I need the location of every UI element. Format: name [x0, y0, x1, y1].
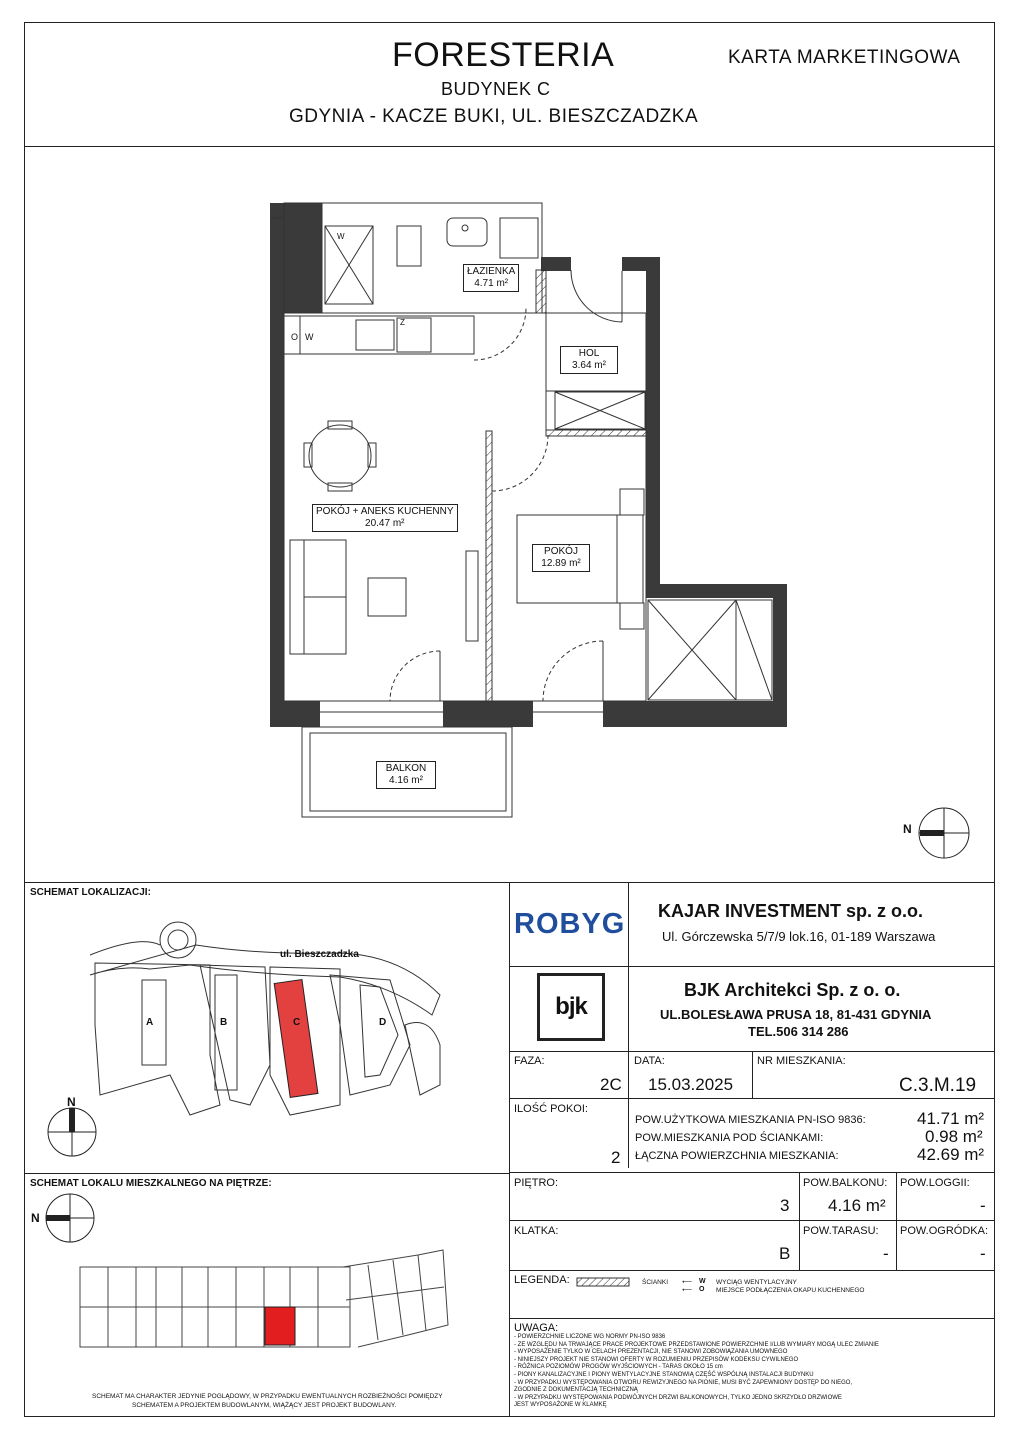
vent-mark-w-bath: W — [337, 232, 345, 241]
faza-divider — [509, 1098, 995, 1099]
architect-name: BJK Architekci Sp. z o. o. — [684, 980, 901, 1000]
room-label-balcony — [376, 761, 436, 789]
pietro-value: 3 — [780, 1196, 790, 1215]
architect-address: UL.BOLESŁAWA PRUSA 18, 81-431 GDYNIA — [660, 1007, 932, 1022]
floor-scheme-map — [78, 1245, 478, 1355]
klatka-value: B — [779, 1244, 791, 1263]
vent-mark-w: W — [305, 332, 314, 342]
floor-scheme-title: SCHEMAT LOKALU MIESZKALNEGO NA PIĘTRZE: — [30, 1178, 272, 1189]
room-name: POKÓJ — [544, 546, 578, 557]
pietro-row-divider — [509, 1220, 995, 1221]
area-divider — [509, 1172, 995, 1173]
architect-phone: TEL.506 314 286 — [748, 1024, 849, 1039]
faza-value: 2C — [600, 1075, 622, 1094]
faza-label: FAZA: — [514, 1055, 545, 1067]
note-line: - POWIERZCHNIE LICZONE WG NORMY PN-ISO 9836 — [514, 1334, 666, 1340]
room-name: POKÓJ + ANEKS KUCHENNY — [316, 506, 454, 517]
room-area: 20.47 m² — [365, 518, 405, 529]
room-area: 4.16 m² — [389, 775, 423, 786]
nr-value: C.3.M.19 — [899, 1075, 977, 1096]
notes-title: UWAGA: — [514, 1322, 559, 1334]
ogrodek-label: POW.OGRÓDKA: — [900, 1225, 989, 1237]
location-north-arrow-icon — [44, 1106, 104, 1166]
location-map — [60, 905, 460, 1135]
vent-mark-o: O — [291, 332, 299, 342]
notes-list — [514, 1334, 984, 1410]
left-panel-divider — [24, 1173, 510, 1174]
floor-north-arrow-icon — [44, 1192, 104, 1252]
balkon-value: 4.16 m² — [828, 1196, 886, 1215]
plan-north-label: N — [903, 822, 912, 836]
loggia-label: POW.LOGGII: — [900, 1177, 970, 1189]
building-name: BUDYNEK C — [441, 79, 551, 99]
klatka-row-divider — [509, 1270, 995, 1271]
area-row-3-value: 42.69 m² — [917, 1145, 985, 1164]
room-label-living — [312, 504, 458, 532]
room-area: 4.71 m² — [474, 278, 509, 289]
bjk-logo-icon — [537, 973, 605, 1041]
card-type: KARTA MARKETINGOWA — [728, 47, 961, 68]
building-label-c: C — [293, 1017, 301, 1028]
area-row-1-value: 41.71 m² — [917, 1109, 985, 1128]
note-line: - NINIEJSZY PROJEKT NIE STANOWI OFERTY W ROZUMIENIU PRZEPISÓW KODEKSU CYWILNEGO — [514, 1356, 799, 1363]
building-label-b: B — [220, 1017, 228, 1028]
date-divider — [752, 1051, 753, 1098]
legend-title: LEGENDA: — [514, 1274, 570, 1286]
note-line: - PIONY KANALIZACYJNE I PIONY WENTYLACYJNE STANOWIĄ CZĘŚĆ WSPÓLNĄ INSTALACJI BUDYNKU — [514, 1371, 814, 1378]
building-label-a: A — [146, 1017, 154, 1028]
investor-name: KAJAR INVESTMENT sp. z o.o. — [658, 901, 924, 921]
pokoje-value: 2 — [611, 1148, 621, 1167]
vent-mark-z: Z — [400, 318, 405, 327]
room-area: 3.64 m² — [572, 360, 606, 371]
data-label: DATA: — [634, 1055, 665, 1067]
legend-walls: ŚCIANKI — [642, 1279, 669, 1286]
note-line: - WYPOSAŻENIE TYLKO W CELACH PREZENTACJI, NIE STANOWI ZOBOWIĄZANIA UMOWNEGO — [514, 1349, 788, 1356]
investor-address: Ul. Górczewska 5/7/9 lok.16, 01-189 Warszawa — [662, 929, 936, 944]
area-row-1-label: POW.UŻYTKOWA MIESZKANIA PN-ISO 9836: — [635, 1114, 866, 1126]
taras-value: - — [883, 1244, 889, 1263]
pietro-divider — [799, 1172, 800, 1270]
location-north-label: N — [67, 1095, 76, 1109]
legend-w-mark: W — [699, 1278, 706, 1285]
floor-north-label: N — [31, 1211, 40, 1225]
location-street: ul. Bieszczadzka — [280, 949, 359, 960]
loggia-value: - — [980, 1196, 986, 1215]
data-value: 15.03.2025 — [648, 1075, 734, 1094]
legend-divider — [509, 1318, 995, 1319]
room-label-bathroom — [463, 264, 519, 292]
area-row-2-value: 0.98 m² — [925, 1127, 983, 1146]
room-label-hall — [560, 346, 618, 374]
balkon-divider — [896, 1172, 897, 1270]
location-title: SCHEMAT LOKALIZACJI: — [30, 887, 151, 898]
north-arrow-icon — [914, 804, 974, 864]
note-line: - ZE WZGLĘDU NA TRWAJĄCE PRACE PROJEKTOWE PRZEDSTAWIONE POWIERZCHNIE I/LUB WYMIARY MOGĄ ULEC ZMIANIE — [514, 1341, 879, 1348]
nr-label: NR MIESZKANIA: — [757, 1055, 846, 1067]
bottom-vertical-divider — [509, 882, 510, 1417]
building-label-d: D — [379, 1017, 387, 1028]
note-line: - W PRZYPADKU WYSTĘPOWANIA PODWÓJNYCH DRZWI BALKONOWYCH, TYLKO JEDNO SKRZYDŁO DRZWIOWE — [514, 1394, 842, 1401]
robyg-logo: ROBYG — [514, 908, 626, 940]
logo-column-divider — [628, 882, 629, 1168]
ogrodek-value: - — [980, 1244, 986, 1263]
disclaimer-line-2: SCHEMATEM A PROJEKTEM BUDOWLANYM, WIĄŻĄCY JEST PROJEKT BUDOWLANY. — [132, 1402, 397, 1409]
room-name: BALKON — [385, 763, 427, 774]
vent-arrow-icon: ⟵ — [682, 1279, 693, 1286]
hood-arrow-icon: ⟵ — [682, 1287, 693, 1294]
project-address: GDYNIA - KACZE BUKI, UL. BIESZCZADZKA — [289, 106, 699, 127]
room-name: ŁAZIENKA — [467, 266, 516, 277]
investor-divider — [509, 966, 995, 967]
room-label-bedroom — [532, 544, 590, 572]
room-name: HOL — [578, 348, 600, 359]
bjk-logo-text: bjk — [555, 993, 587, 1020]
note-line: - RÓŻNICA POZIOMÓW PROGÓW WYJŚCIOWYCH - TARAS OKOŁO 15 cm — [514, 1364, 723, 1371]
area-row-2-label: POW.MIESZKANIA POD ŚCIANKAMI: — [635, 1132, 824, 1144]
klatka-label: KLATKA: — [514, 1225, 559, 1237]
legend-o-mark: O — [699, 1286, 705, 1293]
wall-hatch-icon — [576, 1277, 636, 1289]
disclaimer-line-1: SCHEMAT MA CHARAKTER JEDYNIE POGLĄDOWY, W PRZYPADKU EWENTUALNYCH ROZBIEŻNOŚCI POMIĘDZY — [92, 1393, 443, 1400]
balkon-label: POW.BALKONU: — [803, 1177, 888, 1189]
legend-w-text: WYCIĄG WENTYLACYJNY — [716, 1279, 797, 1286]
pokoje-label: ILOŚĆ POKOI: — [514, 1103, 588, 1115]
note-line: JEST WYPOSAŻONE W KLAMKĘ — [514, 1402, 607, 1409]
area-row-3-label: ŁĄCZNA POWIERZCHNIA MIESZKANIA: — [635, 1150, 839, 1162]
project-title: FORESTERIA — [392, 36, 615, 74]
room-area: 12.89 m² — [541, 558, 581, 569]
note-line: ZGODNIE Z DOKUMENTACJĄ TECHNICZNĄ — [514, 1387, 638, 1394]
legend-o-text: MIEJSCE PODŁĄCZENIA OKAPU KUCHENNEGO — [716, 1287, 865, 1294]
pietro-label: PIĘTRO: — [514, 1177, 559, 1189]
note-line: - W PRZYPADKU WYSTĘPOWANIA OTWORU REWIZYJNEGO NA PIONIE, MUSI BYĆ ZAPEWNIONY DOSTĘP DO NIEGO, — [514, 1379, 853, 1386]
taras-label: POW.TARASU: — [803, 1225, 879, 1237]
